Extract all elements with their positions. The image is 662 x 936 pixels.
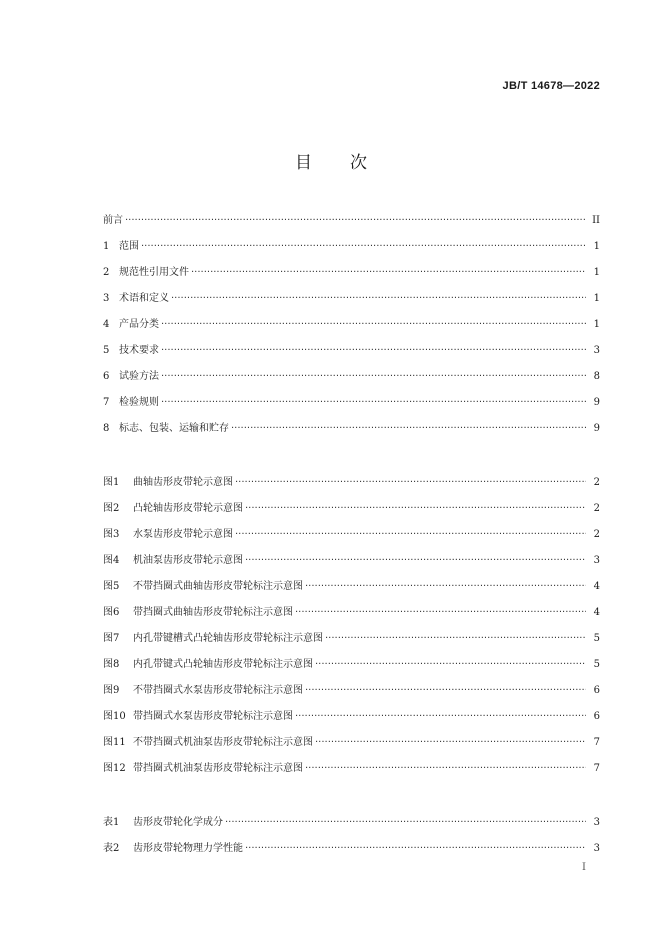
toc-entry-section[interactable] [103, 306, 600, 332]
figure-page: 2 [593, 477, 600, 488]
figure-page: 6 [593, 685, 600, 696]
toc-entry-number: 2 [103, 267, 110, 278]
toc-entry-foreword[interactable] [103, 202, 600, 228]
toc-entry-table[interactable] [103, 830, 600, 856]
toc-entry-label: 术语和定义 [119, 293, 169, 304]
toc-entry-page: 3 [593, 345, 600, 356]
figure-number: 图7 [103, 633, 120, 644]
leader-dots [325, 632, 586, 646]
figure-page: 7 [593, 737, 600, 748]
toc-entry-page: II [592, 215, 600, 226]
page-number: I [582, 862, 586, 873]
leader-dots [315, 658, 586, 672]
figure-page: 5 [593, 633, 600, 644]
toc-entry-figure[interactable] [103, 464, 600, 490]
toc-entry-number: 3 [103, 293, 110, 304]
leader-dots [141, 240, 586, 254]
toc-entry-label: 检验规则 [119, 397, 159, 408]
toc-entry-section[interactable] [103, 280, 600, 306]
toc-entry-figure[interactable] [103, 646, 600, 672]
toc-entry-section[interactable] [103, 410, 600, 436]
toc-entry-figure[interactable] [103, 672, 600, 698]
toc-entry-figure[interactable] [103, 516, 600, 542]
leader-dots [245, 842, 586, 856]
leader-dots [225, 816, 586, 830]
toc-entry-section[interactable] [103, 358, 600, 384]
figure-label: 带挡圈式机油泵齿形皮带轮标注示意图 [133, 763, 303, 774]
figure-number: 图3 [103, 529, 120, 540]
figure-number: 图12 [103, 763, 126, 774]
toc-entry-label: 试验方法 [119, 371, 159, 382]
figure-page: 2 [593, 503, 600, 514]
figure-number: 图6 [103, 607, 120, 618]
figure-number: 图11 [103, 737, 126, 748]
toc-entry-number: 4 [103, 319, 110, 330]
figure-page: 4 [593, 581, 600, 592]
leader-dots [235, 528, 586, 542]
figure-number: 图9 [103, 685, 120, 696]
leader-dots [305, 580, 586, 594]
table-label: 齿形皮带轮化学成分 [133, 817, 223, 828]
toc-entry-figure[interactable] [103, 750, 600, 776]
figure-label: 凸轮轴齿形皮带轮示意图 [133, 503, 243, 514]
title-char-1: 目 [295, 153, 312, 173]
leader-dots [161, 344, 586, 358]
toc-entry-label: 标志、包装、运输和贮存 [119, 423, 229, 434]
toc-entry-figure[interactable] [103, 490, 600, 516]
toc-entry-number: 7 [103, 397, 110, 408]
page-title [0, 148, 662, 173]
figure-number: 图5 [103, 581, 120, 592]
toc-entry-page: 9 [593, 397, 600, 408]
figure-label: 曲轴齿形皮带轮示意图 [133, 477, 233, 488]
figure-label: 带挡圈式曲轴齿形皮带轮标注示意图 [133, 607, 293, 618]
toc-entry-number: 5 [103, 345, 110, 356]
leader-dots [315, 736, 586, 750]
figure-label: 内孔带键式凸轮轴齿形皮带轮标注示意图 [133, 659, 313, 670]
table-label: 齿形皮带轮物理力学性能 [133, 843, 243, 854]
table-number: 表2 [103, 843, 120, 854]
leader-dots [305, 684, 586, 698]
toc-entry-figure[interactable] [103, 698, 600, 724]
figure-page: 2 [593, 529, 600, 540]
figure-label: 不带挡圈式水泵齿形皮带轮标注示意图 [133, 685, 303, 696]
figure-number: 图2 [103, 503, 120, 514]
leader-dots [171, 292, 586, 306]
leader-dots [125, 214, 586, 228]
toc-entry-figure[interactable] [103, 568, 600, 594]
leader-dots [235, 476, 586, 490]
toc-entry-section[interactable] [103, 254, 600, 280]
figure-page: 5 [593, 659, 600, 670]
figure-number: 图8 [103, 659, 120, 670]
toc-entry-number: 8 [103, 423, 110, 434]
toc-entry-page: 1 [593, 293, 600, 304]
leader-dots [245, 502, 586, 516]
figure-number: 图1 [103, 477, 120, 488]
leader-dots [161, 396, 586, 410]
toc-entry-page: 1 [593, 267, 600, 278]
figure-label: 水泵齿形皮带轮示意图 [133, 529, 233, 540]
leader-dots [161, 318, 586, 332]
tables-list [103, 804, 600, 856]
toc-entry-label: 技术要求 [119, 345, 159, 356]
toc-entry-label: 规范性引用文件 [119, 267, 189, 278]
toc-entry-number: 6 [103, 371, 110, 382]
figure-page: 3 [593, 555, 600, 566]
toc-entry-section[interactable] [103, 384, 600, 410]
leader-dots [295, 710, 586, 724]
figure-label: 不带挡圈式曲轴齿形皮带轮标注示意图 [133, 581, 303, 592]
figure-label: 不带挡圈式机油泵齿形皮带轮标注示意图 [133, 737, 313, 748]
toc-entry-section[interactable] [103, 228, 600, 254]
toc-entry-number: 1 [103, 241, 110, 252]
leader-dots [245, 554, 586, 568]
toc-entry-page: 1 [593, 241, 600, 252]
toc-entry-figure[interactable] [103, 542, 600, 568]
leader-dots [161, 370, 586, 384]
toc-entry-figure[interactable] [103, 724, 600, 750]
toc-entry-page: 9 [593, 423, 600, 434]
contents-list [103, 202, 600, 436]
leader-dots [305, 762, 586, 776]
toc-entry-page: 1 [593, 319, 600, 330]
toc-entry-table[interactable] [103, 804, 600, 830]
figure-label: 机油泵齿形皮带轮示意图 [133, 555, 243, 566]
table-number: 表1 [103, 817, 120, 828]
figure-number: 图4 [103, 555, 120, 566]
figure-page: 7 [593, 763, 600, 774]
toc-entry-label: 前言 [103, 215, 123, 226]
toc-entry-figure[interactable] [103, 620, 600, 646]
leader-dots [191, 266, 586, 280]
figure-label: 内孔带键槽式凸轮轴齿形皮带轮标注示意图 [133, 633, 323, 644]
title-char-2: 次 [350, 153, 367, 173]
figure-page: 4 [593, 607, 600, 618]
toc-entry-section[interactable] [103, 332, 600, 358]
figure-label: 带挡圈式水泵齿形皮带轮标注示意图 [133, 711, 293, 722]
toc-entry-page: 8 [593, 371, 600, 382]
toc-entry-label: 产品分类 [119, 319, 159, 330]
leader-dots [295, 606, 586, 620]
figure-page: 6 [593, 711, 600, 722]
table-page: 3 [593, 817, 600, 828]
figure-number: 图10 [103, 711, 126, 722]
standard-code: JB/T 14678—2022 [502, 80, 600, 92]
figures-list [103, 464, 600, 776]
table-page: 3 [593, 843, 600, 854]
toc-entry-label: 范围 [119, 241, 139, 252]
leader-dots [231, 422, 586, 436]
toc-entry-figure[interactable] [103, 594, 600, 620]
